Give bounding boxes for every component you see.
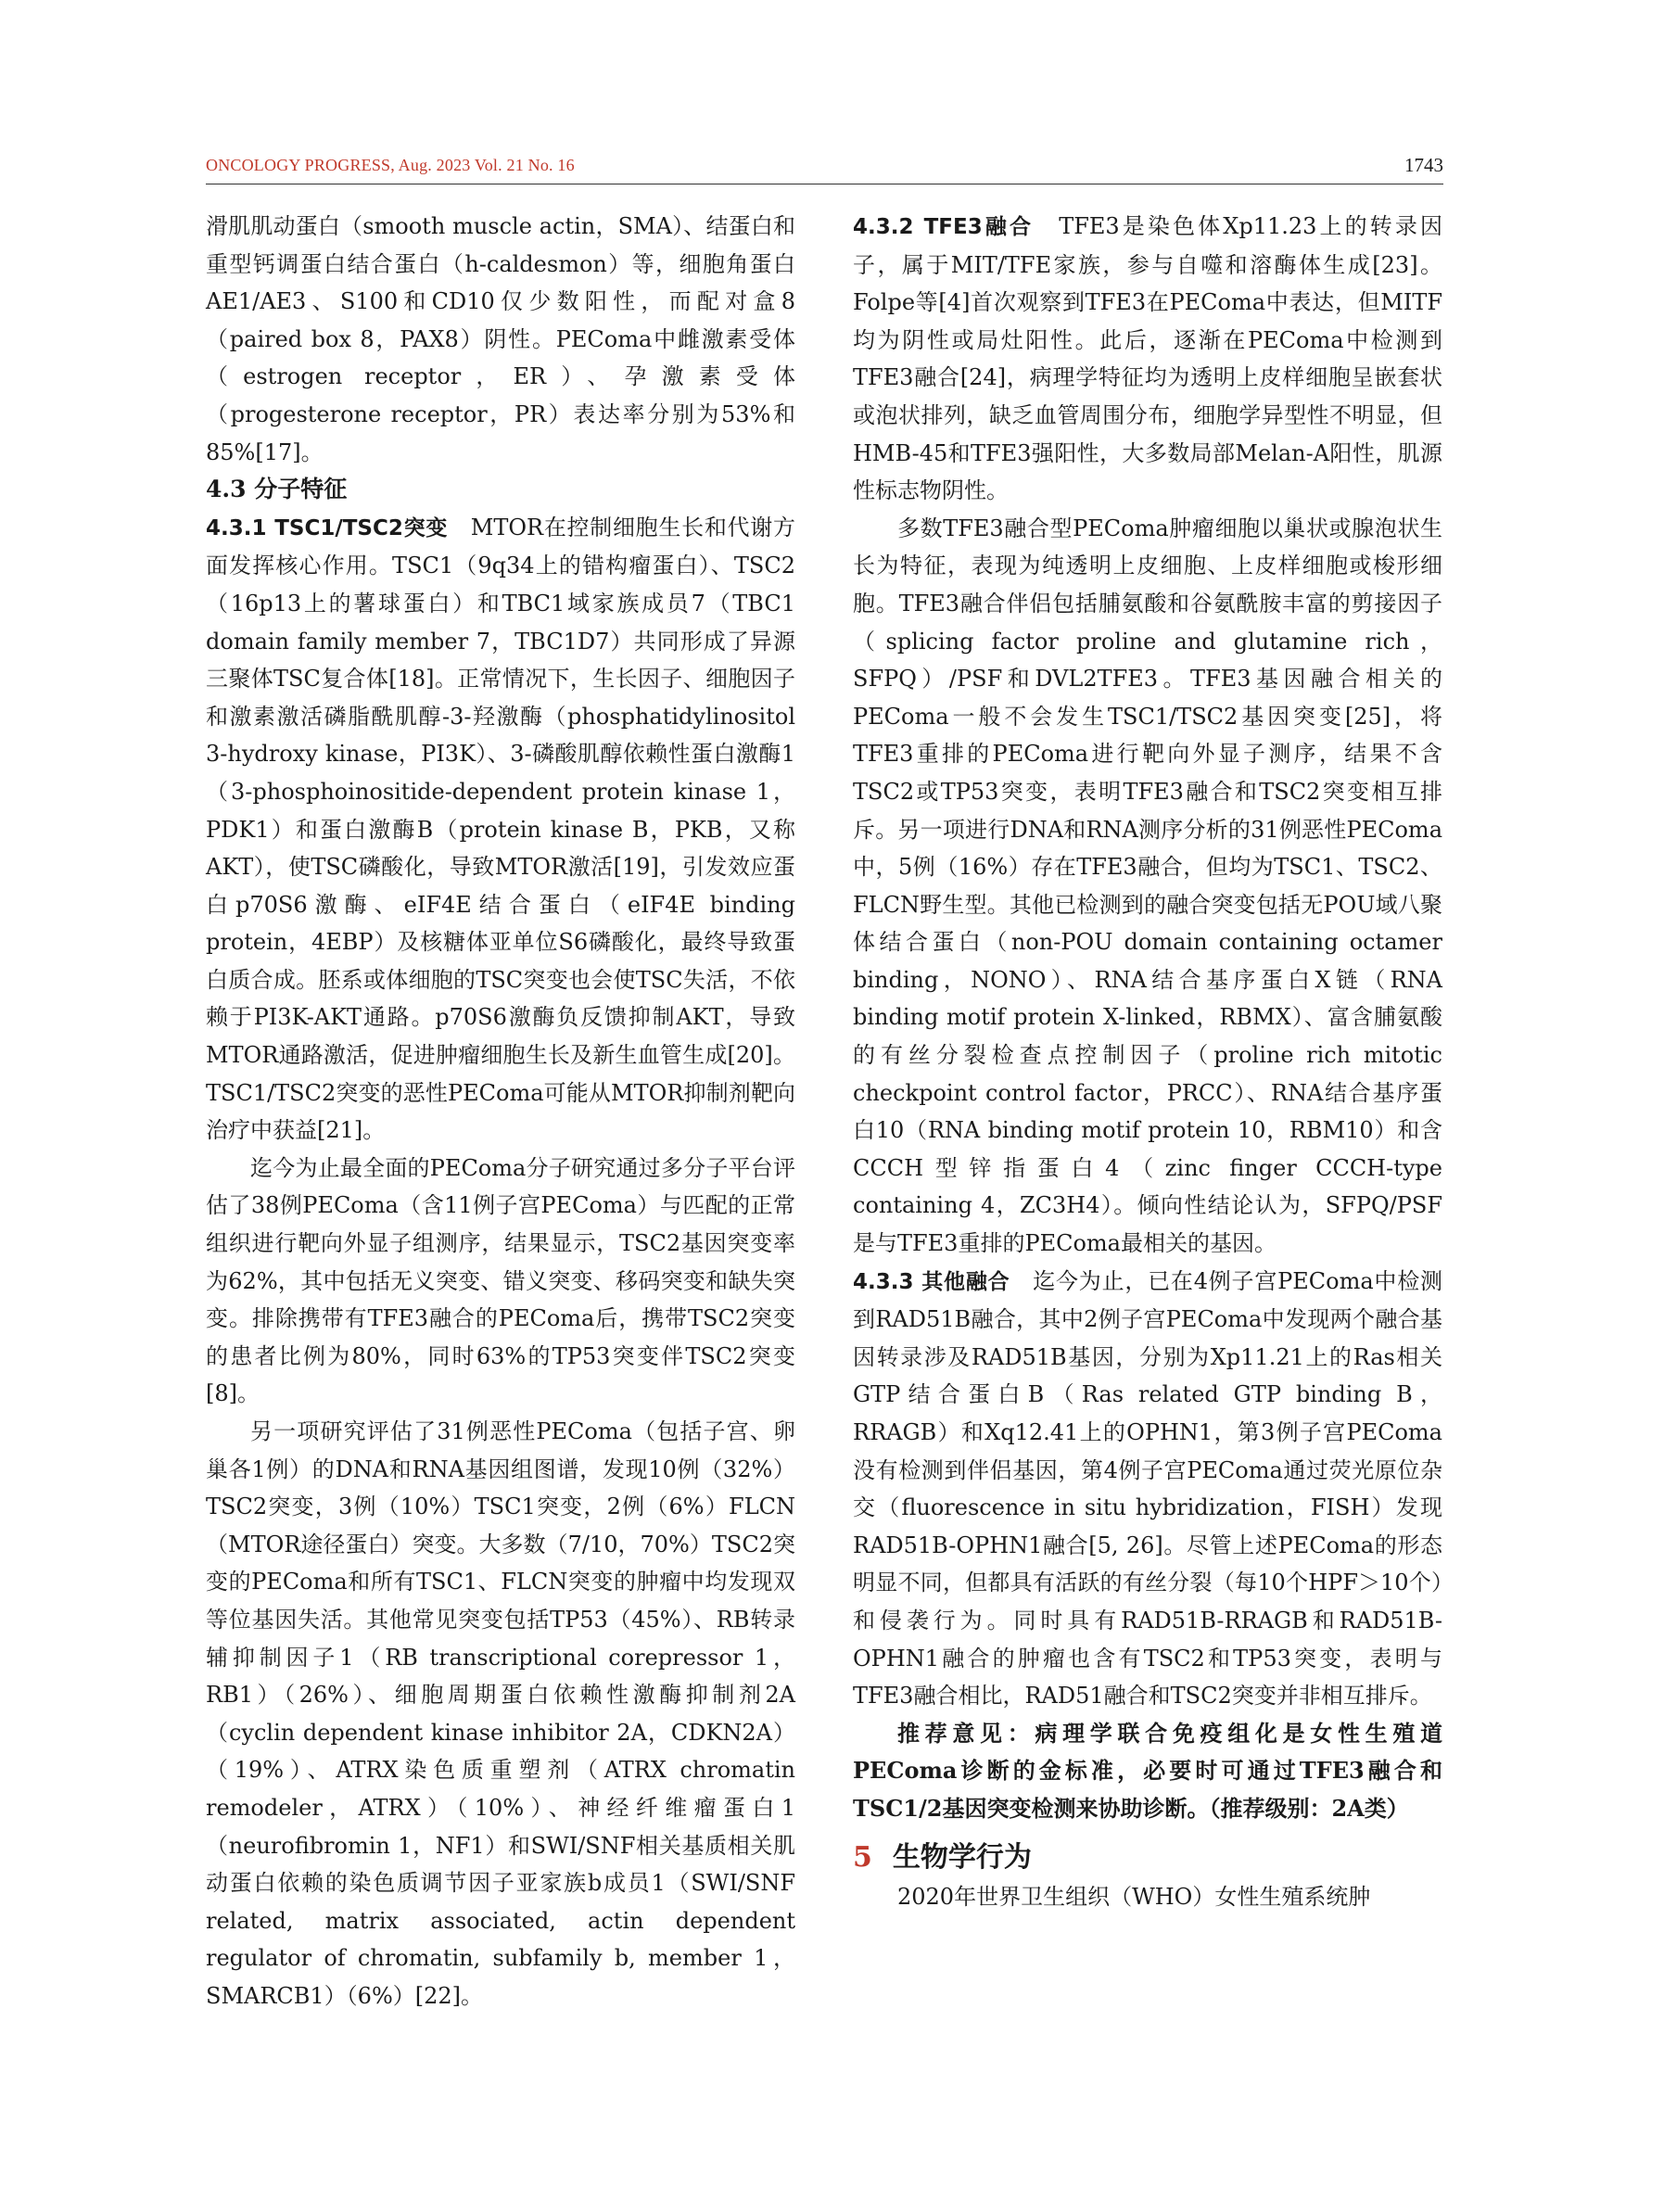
paragraph-immunohistochemistry: 滑肌肌动蛋白（smooth muscle actin，SMA）、结蛋白和重型钙调蛋白结合蛋白（h-caldesmon）等，细胞角蛋白AE1/AE3、S100和CD10仅少数阳性，而配对盒8（paired box 8，PAX8）阴性。PEComa中雌激素受体（estrogen receptor，ER）、孕激素受体（progesterone receptor，PR）表达率分别为53%和85%[17]。 [206,213,795,465]
running-head [206,156,1443,184]
paragraph-who-2020: 2020年世界卫生组织（WHO）女性生殖系统肿 [897,1883,1371,1910]
journal-citation: ONCOLOGY PROGRESS, Aug. 2023 Vol. 21 No. 16 [206,156,575,174]
other-fusions-text: 迄今为止，已在4例子宫PEComa中检测到RAD51B融合，其中2例子宫PEComa中发现两个融合基因转录涉及RAD51B基因，分别为Xp11.21上的Ras相关GTP结合蛋白B（Ras related GTP binding B，RRAGB）和Xq12.41上的OPHN1，第3例子宫PEComa没有检测到伴侣基因，第4例子宫PEComa通过荧光原位杂交（fluorescence in situ hybridization，FISH）发现RAD51B-OPHN1融合[5, 26]。尽管上述PEComa的形态明显不同，但都具有活跃的有丝分裂（每10个HPF＞10个）和侵袭行为。同时具有RAD51B-RRAGB和RAD51B-OPHN1融合的肿瘤也含有TSC2和TP53突变，表明与TFE3融合相比，RAD51融合和TSC2突变并非相互排斥。 [853,1267,1443,1710]
paragraph-molecular-study: 迄今为止最全面的PEComa分子研究通过多分子平台评估了38例PEComa（含11例子宫PEComa）与匹配的正常组织进行靶向外显子组测序，结果显示，TSC2基因突变率为62%，其中包括无义突变、错义突变、移码突变和缺失突变。排除携带有TFE3融合的PEComa后，携带TSC2突变的患者比例为80%，同时63%的TP53突变伴TSC2突变[8]。 [206,1154,795,1407]
section-number: 5 [853,1840,872,1874]
tfe3-fusion-text: TFE3是染色体Xp11.23上的转录因子，属于MIT/TFE家族，参与自噬和溶酶体生成[23]。Folpe等[4]首次观察到TFE3在PEComa中表达，但MITF均为阴性或局灶阳性。此后，逐渐在PEComa中检测到TFE3融合[24]，病理学特征均为透明上皮样细胞呈嵌套状或泡状排列，缺乏血管周围分布，细胞学异型性不明显，但HMB-45和TFE3强阳性，大多数局部Melan-A阳性，肌源性标志物阴性。 [853,213,1443,504]
paragraph-dna-rna-study: 另一项研究评估了31例恶性PEComa（包括子宫、卵巢各1例）的DNA和RNA基因组图谱，发现10例（32%）TSC2突变，3例（10%）TSC1突变，2例（6%）FLCN（MTOR途径蛋白）突变。大多数（7/10，70%）TSC2突变的PEComa和所有TSC1、FLCN突变的肿瘤中均发现双等位基因失活。其他常见突变包括TP53（45%）、RB转录辅抑制因子1（RB transcriptional corepressor 1，RB1）（26%）、细胞周期蛋白依赖性激酶抑制剂2A（cyclin dependent kinase inhibitor 2A，CDKN2A）（19%）、ATRX染色质重塑剂（ATRX chromatin remodeler，ATRX）（10%）、神经纤维瘤蛋白1（neurofibromin 1，NF1）和SWI/SNF相关基质相关肌动蛋白依赖的染色质调节因子亚家族b成员1（SWI/SNF related, matrix associated, actin dependent regulator of chromatin, subfamily b, member 1，SMARCB1）（6%）[22]。 [206,1418,795,2009]
right-column [853,208,1442,1915]
page-number: 1743 [1404,154,1443,176]
paragraph-other-fusions [853,1263,1442,1715]
subsection-heading-4-3-2: 4.3.2 TFE3融合 [853,215,1035,239]
paragraph-tfe3-partners: 多数TFE3融合型PEComa肿瘤细胞以巢状或腺泡状生长为特征，表现为纯透明上皮细胞、上皮样细胞或梭形细胞。TFE3融合伴侣包括脯氨酸和谷氨酰胺丰富的剪接因子（splicing factor proline and glutamine rich，SFPQ）/PSF和DVL2TFE3。TFE3基因融合相关的PEComa一般不会发生TSC1/TSC2基因突变[25]，将TFE3重排的PEComa进行靶向外显子测序，结果不含TSC2或TP53突变，表明TFE3融合和TSC2突变相互排斥。另一项进行DNA和RNA测序分析的31例恶性PEComa中，5例（16%）存在TFE3融合，但均为TSC1、TSC2、FLCN野生型。其他已检测到的融合突变包括无POU域八聚体结合蛋白（non-POU domain containing octamer binding，NONO）、RNA结合基序蛋白X链（RNA binding motif protein X-linked，RBMX）、富含脯氨酸的有丝分裂检查点控制因子（proline rich mitotic checkpoint control factor，PRCC）、RNA结合基序蛋白10（RNA binding motif protein 10，RBM10）和含CCCH型锌指蛋白4（zinc finger CCCH-type containing 4，ZC3H4）。倾向性结论认为，SFPQ/PSF是与TFE3重排的PEComa最相关的基因。 [853,515,1442,1257]
section-heading-4-3: 4.3 分子特征 [206,476,348,503]
tsc-mutation-text: MTOR在控制细胞生长和代谢方面发挥核心作用。TSC1（9q34上的错构瘤蛋白）、TSC2（16p13上的薯球蛋白）和TBC1域家族成员7（TBC1 domain family member 7，TBC1D7）共同形成了异源三聚体TSC复合体[18]。正常情况下，生长因子、细胞因子和激素激活磷脂酰肌醇-3-羟激酶（phosphatidylinositol 3-hydroxy kinase，PI3K）、3-磷酸肌醇依赖性蛋白激酶1（3-phosphoinositide-dependent protein kinase 1，PDK1）和蛋白激酶B（protein kinase B，PKB，又称AKT），使TSC磷酸化，导致MTOR激活[19]，引发效应蛋白p70S6激酶、eIF4E结合蛋白（eIF4E binding protein，4EBP）及核糖体亚单位S6磷酸化，最终导致蛋白质合成。胚系或体细胞的TSC突变也会使TSC失活，不依赖于PI3K-AKT通路。p70S6激酶负反馈抑制AKT，导致MTOR通路激活，促进肿瘤细胞生长及新生血管生成[20]。TSC1/TSC2突变的恶性PEComa可能从MTOR抑制剂靶向治疗中获益[21]。 [206,514,795,1144]
left-column [206,208,795,2015]
recommendation: 推荐意见：病理学联合免疫组化是女性生殖道PEComa诊断的金标准，必要时可通过TFE3融合和TSC1/2基因突变检测来协助诊断。（推荐级别：2A类） [853,1719,1442,1822]
section-heading-5 [853,1837,1442,1878]
section-title: 生物学行为 [892,1840,1032,1874]
paragraph-tsc-mutation [206,509,795,1150]
subsection-heading-4-3-1: 4.3.1 TSC1/TSC2突变 [206,515,449,540]
paragraph-tfe3-fusion [853,208,1442,510]
subsection-heading-4-3-3: 4.3.3 其他融合 [853,1269,1010,1294]
